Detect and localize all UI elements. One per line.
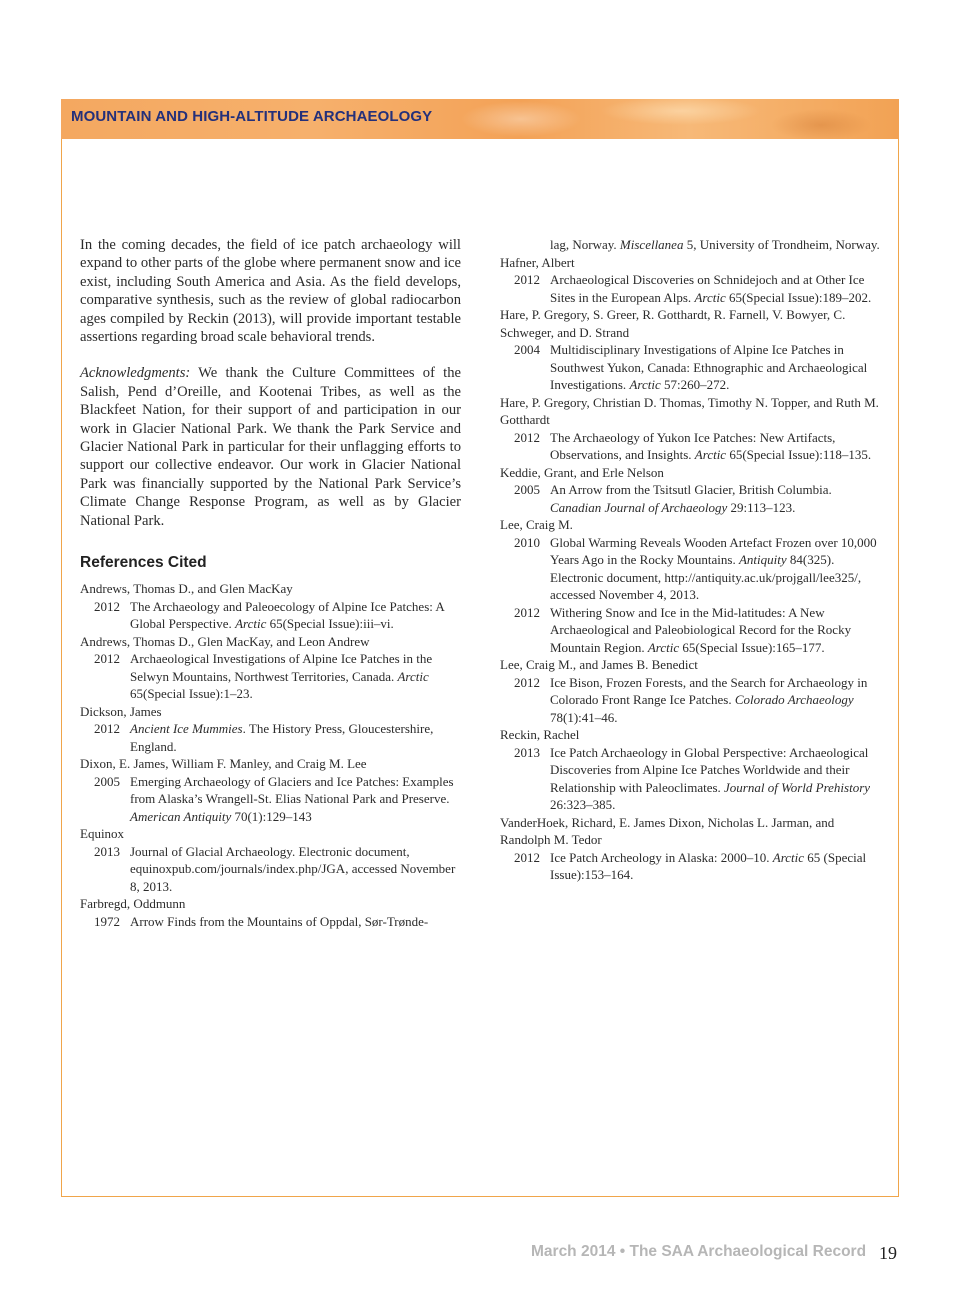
reference-text: lag, Norway. (550, 237, 620, 252)
reference-year: 2012 (514, 429, 540, 445)
reference-entry (500, 849, 880, 884)
reference-text: Ice Bison, Frozen Forests, and the Search for Archaeology in Colorado Front Range Ice Patches. (550, 674, 868, 707)
reference-italic: Ancient Ice Mummies (130, 721, 243, 737)
reference-entry (500, 481, 880, 516)
reference-continuation (500, 236, 880, 254)
reference-author: Lee, Craig M., and James B. Benedict (500, 657, 698, 672)
reference-text: Archaeological Discoveries on Schnidejoch and at Other Ice Sites in the European Alps. (550, 272, 865, 305)
acknowledgments-label: Acknowledgments: (80, 365, 191, 382)
page-number: 19 (879, 1243, 897, 1263)
reference-entry (80, 598, 461, 633)
reference-year: 2005 (514, 482, 540, 497)
reference-text-tail: 65(Special Issue):165–177. (679, 639, 825, 655)
reference-text: Ice Patch Archeology in Alaska: 2000–10. (550, 849, 773, 865)
reference-year: 2012 (94, 598, 120, 614)
reference-text-tail: 65(Special Issue):189–202. (725, 289, 872, 305)
section-banner (61, 99, 899, 139)
reference-author: Farbregd, Oddmunn (80, 896, 186, 912)
references-heading: References Cited (80, 554, 207, 572)
reference-text-tail: 65(Special Issue):118–135. (726, 447, 872, 462)
reference-author: Hafner, Albert (500, 254, 575, 270)
reference-italic: Colorado Archaeology (734, 692, 854, 707)
reference-text-tail: 78(1):41–46. (550, 709, 618, 725)
reference-text-tail: 29:113–123. (727, 499, 796, 515)
reference-entry (80, 843, 461, 896)
reference-entry (500, 604, 880, 657)
reference-author: Dixon, E. James, William F. Manley, and Craig M. Lee (80, 756, 367, 772)
reference-italic: Arctic (772, 849, 805, 865)
reference-year: 2012 (514, 674, 540, 690)
reference-text: Archaeological Investigations of Alpine Ice Patches in the Selwyn Mountains, Northwest Territories, Canada. (130, 651, 433, 684)
reference-author: Hare, P. Gregory, Christian D. Thomas, Timothy N. Topper, and Ruth M. Gotthardt (500, 394, 879, 427)
reference-text-tail: 70(1):129–143 (231, 808, 312, 824)
reference-text: The Archaeology of Yukon Ice Patches: New Artifacts, Observations, and Insights. (550, 429, 836, 462)
reference-italic: Miscellanea (619, 237, 684, 252)
reference-year: 2012 (94, 721, 120, 737)
reference-entry (500, 429, 880, 464)
reference-text: Arrow Finds from the Mountains of Oppdal, Sør-Trønde- (130, 913, 429, 929)
reference-text: Journal of Glacial Archaeology. Electronic document, equinoxpub.com/journals/index.php/JGA, accessed November 8, 2013. (130, 843, 456, 894)
reference-text: Emerging Archaeology of Glaciers and Ice Patches: Examples from Alaska’s Wrangell-St. Elias National Park and Preserve. (130, 773, 454, 807)
reference-italic: American Antiquity (130, 808, 232, 824)
right-column (500, 236, 880, 884)
reference-text-tail: . The History Press, Gloucestershire, England. (130, 721, 434, 754)
reference-italic: Arctic (235, 616, 267, 632)
reference-text: Multidisciplinary Investigations of Alpine Ice Patches in Southwest Yukon, Canada: Ethnographic and Archaeological Investigations. (550, 342, 868, 392)
reference-text-tail: 26:323–385. (550, 797, 616, 812)
reference-year: 2012 (514, 272, 540, 287)
reference-entry (500, 674, 880, 727)
reference-text-tail: 84(325). Electronic document, http://antiquity.ac.uk/projgall/lee325/, accessed November 4, 2013. (550, 552, 862, 602)
reference-year: 2013 (94, 843, 120, 859)
reference-year: 2013 (514, 744, 540, 760)
reference-text: Ice Patch Archaeology in Global Perspective: Archaeological Discoveries from Alpine Ice Patches Worldwide and their Relationship with Paleoclimates. (550, 744, 869, 795)
reference-year: 2012 (514, 604, 540, 620)
reference-entry (80, 773, 461, 826)
reference-author: Hare, P. Gregory, S. Greer, R. Gotthardt, R. Farnell, V. Bowyer, C. Schweger, and D. Strand (500, 307, 846, 340)
reference-year: 2012 (94, 651, 120, 667)
reference-text-tail: 65(Special Issue):iii–vi. (266, 616, 394, 632)
left-column (80, 236, 461, 930)
reference-author: Keddie, Grant, and Erle Nelson (500, 464, 664, 480)
reference-author: Andrews, Thomas D., Glen MacKay, and Leon Andrew (80, 633, 370, 649)
reference-italic: Arctic (694, 289, 726, 305)
section-title: MOUNTAIN AND HIGH-ALTITUDE ARCHAEOLOGY (71, 108, 433, 125)
acknowledgments-paragraph (80, 364, 461, 530)
reference-text: The Archaeology and Paleoecology of Alpine Ice Patches: A Global Perspective. (130, 598, 445, 632)
journal-footer: March 2014 • The SAA Archaeological Record (531, 1243, 867, 1260)
reference-entry (80, 650, 461, 703)
reference-author: Andrews, Thomas D., and Glen MacKay (80, 581, 293, 597)
reference-italic: Canadian Journal of Archaeology (550, 499, 728, 515)
reference-author: Dickson, James (80, 703, 162, 719)
reference-author: Equinox (80, 826, 125, 842)
reference-text: Global Warming Reveals Wooden Artefact Frozen over 10,000 Years Ago in the Rocky Mountains. (550, 534, 877, 567)
reference-text: Withering Snow and Ice in the Mid-latitudes: A New Archaeological and Paleobiological Record for the Rocky Mountain Region. (550, 604, 852, 655)
references-list-left (80, 580, 461, 930)
reference-text: An Arrow from the Tsitsutl Glacier, British Columbia. (550, 482, 832, 497)
intro-paragraph: In the coming decades, the field of ice patch archaeology will expand to other parts of the globe where permanent snow and ice exist, including South America and Asia. As the field develops, comparative synthesis, such as the review of global radiocarbon ages compiled by Reckin (2013), will provide important testable assertions regarding broad scale behavioral trends. (80, 237, 461, 346)
reference-entry (500, 271, 880, 306)
reference-entry (80, 913, 461, 931)
reference-italic: Journal of World Prehistory (724, 779, 871, 795)
reference-year: 2010 (514, 534, 540, 550)
acknowledgments-text: We thank the Culture Committees of the Salish, Pend d’Oreille, and Kootenai Tribes, as well as the Blackfeet Nation, for their support of and participation in our work in Glacier National Park. We thank the Park Service and Glacier National Park in particular for their unflagging efforts to support our collective endeavor. Our work in Glacier National Park was financially supported by the National Park Service’s Climate Change Response Program, as well as by Glacier National Park. (80, 365, 461, 529)
reference-entry (500, 744, 880, 814)
reference-year: 2012 (514, 849, 540, 865)
references-list-right (500, 254, 880, 884)
reference-text-tail: 57:260–272. (660, 377, 730, 392)
reference-text-tail: 65(Special Issue):1–23. (130, 686, 253, 702)
reference-author: Reckin, Rachel (500, 727, 580, 742)
reference-italic: Arctic (397, 668, 429, 684)
reference-entry (80, 720, 461, 755)
reference-italic: Arctic (647, 639, 680, 655)
reference-entry (500, 341, 880, 394)
reference-italic: Arctic (629, 377, 661, 392)
reference-author: Lee, Craig M. (500, 517, 573, 532)
reference-italic: Arctic (694, 447, 727, 462)
reference-author: VanderHoek, Richard, E. James Dixon, Nicholas L. Jarman, and Randolph M. Tedor (500, 814, 835, 847)
reference-entry (500, 534, 880, 604)
reference-text-tail: 65 (Special Issue):153–164. (550, 849, 867, 882)
reference-year: 2004 (514, 342, 540, 357)
reference-text-tail: 5, University of Trondheim, Norway. (683, 237, 880, 252)
reference-year: 2005 (94, 773, 120, 789)
reference-year: 1972 (94, 913, 120, 929)
reference-italic: Antiquity (738, 552, 787, 567)
